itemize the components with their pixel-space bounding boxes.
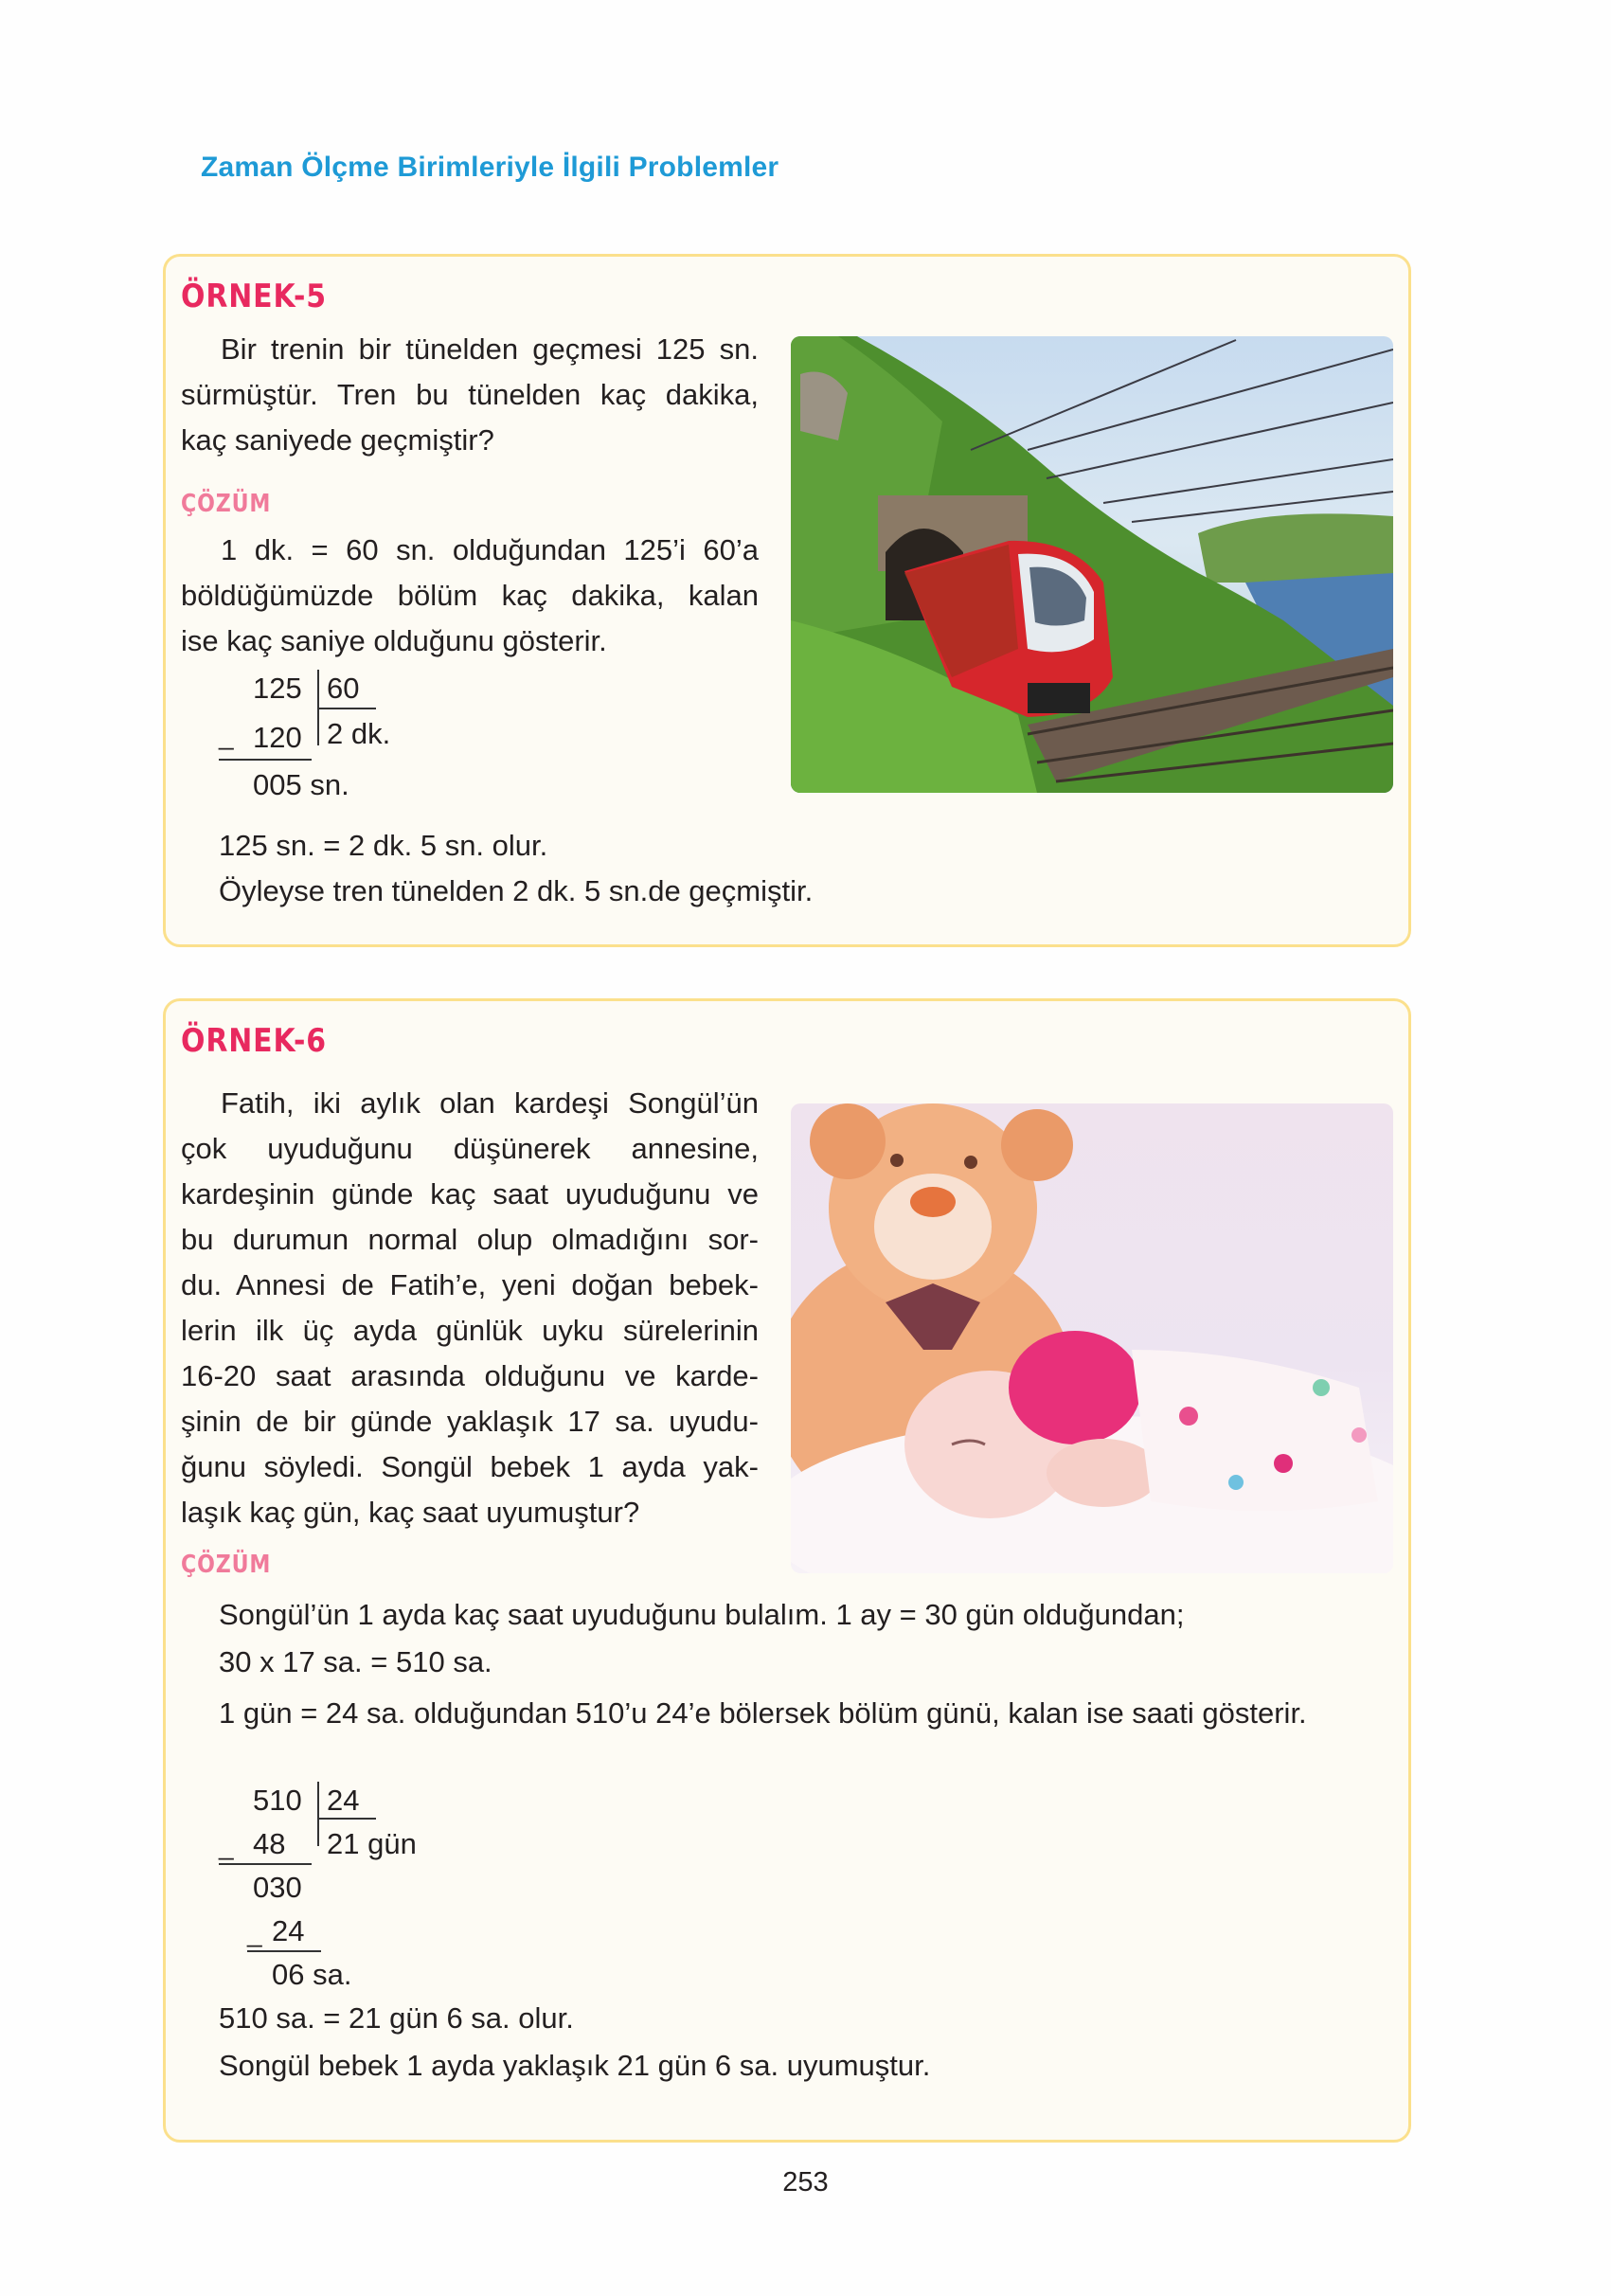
dividend: 125 xyxy=(253,672,302,705)
minus-sign: _ xyxy=(219,1831,234,1860)
example-6-card xyxy=(163,998,1411,2143)
example-6-solution-line-1: Songül’ün 1 ayda kaç saat uyuduğunu bulalım. 1 ay = 30 gün olduğundan; xyxy=(219,1598,1185,1631)
example-5-solution-text xyxy=(181,528,759,664)
remainder: 005 sn. xyxy=(253,768,349,801)
page-number: 253 xyxy=(782,2167,829,2197)
minus-sign: _ xyxy=(247,1918,262,1947)
sleeping-baby-illustration xyxy=(791,1103,1393,1573)
question-line: çok uyuduğunu düşünerek annesine, xyxy=(181,1132,759,1165)
divisor-underline xyxy=(317,1818,376,1820)
subtraction-line xyxy=(219,759,312,761)
example-6-question xyxy=(181,1081,759,1535)
solution-line: böldüğümüzde bölüm kaç dakika, kalan xyxy=(181,579,759,612)
example-6-solution-heading: ÇÖZÜM xyxy=(181,1551,272,1579)
question-line: bu durumun normal olup olmadığını sor- xyxy=(181,1223,759,1256)
quotient: 2 dk. xyxy=(327,717,391,750)
example-6-heading: ÖRNEK-6 xyxy=(181,1022,327,1060)
subtraction-line-1 xyxy=(219,1863,312,1865)
example-6-solution-line-3: 1 gün = 24 sa. olduğundan 510’u 24’e bölersek bölüm günü, kalan ise saati gösterir. xyxy=(219,1696,1307,1730)
solution-line: ise kaç saniye olduğunu gösterir. xyxy=(181,624,607,657)
divisor: 24 xyxy=(327,1784,360,1817)
question-line: Bir trenin bir tünelden geçmesi 125 sn. xyxy=(221,332,759,366)
question-line: du. Annesi de Fatih’e, yeni doğan bebek- xyxy=(181,1268,759,1301)
divisor-underline xyxy=(317,708,376,709)
example-5-card xyxy=(163,254,1411,947)
quotient: 21 gün xyxy=(327,1827,417,1860)
question-line: Fatih, iki aylık olan kardeşi Songül’ün xyxy=(221,1086,759,1120)
sleeping-baby-photo xyxy=(791,1103,1393,1573)
question-line: lerin ilk üç ayda günlük uyku sürelerinin xyxy=(181,1314,759,1347)
page-title: Zaman Ölçme Birimleriyle İlgili Problemler xyxy=(201,152,779,183)
example-6-result-line: 510 sa. = 21 gün 6 sa. olur. xyxy=(219,2001,574,2035)
remainder: 06 sa. xyxy=(272,1958,352,1991)
example-5-solution-heading: ÇÖZÜM xyxy=(181,490,272,518)
question-line: 16-20 saat arasında olduğunu ve karde- xyxy=(181,1359,759,1392)
question-line: kardeşinin günde kaç saat uyuduğunu ve xyxy=(181,1177,759,1211)
subtrahend: 120 xyxy=(253,721,302,754)
subtrahend-2: 24 xyxy=(272,1914,305,1947)
question-line: şinin de bir günde yaklaşık 17 sa. uyudu- xyxy=(181,1405,759,1438)
subtraction-line-2 xyxy=(247,1950,321,1952)
division-bar xyxy=(317,1782,319,1846)
example-5-result-line: 125 sn. = 2 dk. 5 sn. olur. xyxy=(219,829,548,862)
partial-remainder: 030 xyxy=(253,1871,302,1904)
example-6-solution-line-2: 30 x 17 sa. = 510 sa. xyxy=(219,1645,492,1678)
subtrahend-1: 48 xyxy=(253,1827,286,1860)
minus-sign: _ xyxy=(219,721,234,750)
question-line: sürmüştür. Tren bu tünelden kaç dakika, xyxy=(181,378,759,411)
question-line: laşık kaç gün, kaç saat uyumuştur? xyxy=(181,1496,640,1529)
question-line: kaç saniyede geçmiştir? xyxy=(181,423,494,457)
train-tunnel-illustration xyxy=(791,336,1393,793)
train-tunnel-photo xyxy=(791,336,1393,793)
divisor: 60 xyxy=(327,672,360,705)
example-5-conclusion: Öyleyse tren tünelden 2 dk. 5 sn.de geçmiştir. xyxy=(219,874,814,907)
dividend: 510 xyxy=(253,1784,302,1817)
question-line: ğunu söyledi. Songül bebek 1 ayda yak- xyxy=(181,1450,759,1483)
example-6-conclusion: Songül bebek 1 ayda yaklaşık 21 gün 6 sa. uyumuştur. xyxy=(219,2049,931,2082)
example-5-heading: ÖRNEK-5 xyxy=(181,278,327,315)
solution-line: 1 dk. = 60 sn. olduğundan 125’i 60’a xyxy=(221,533,759,566)
example-5-question xyxy=(181,327,759,463)
